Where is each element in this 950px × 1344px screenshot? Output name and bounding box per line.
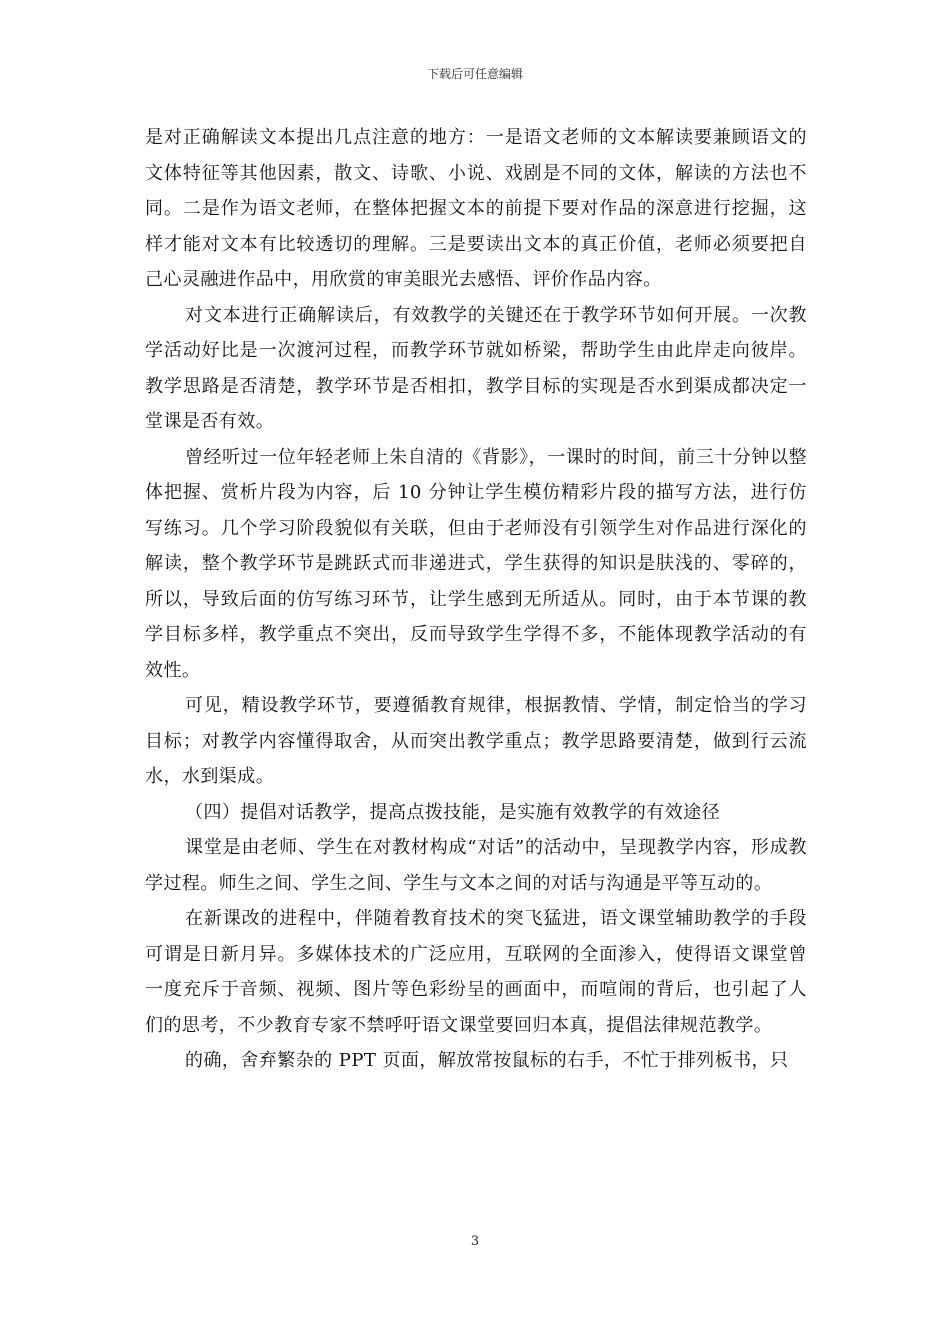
document-body xyxy=(145,120,807,1079)
paragraph: 在新课改的进程中，伴随着教育技术的突飞猛进，语文课堂辅助教学的手段可谓是日新月异。多媒体技术的广泛应用，互联网的全面渗入，使得语文课堂曾一度充斥于音频、视频、图片等色彩纷呈的画面中，而喧闹的背后，也引起了人们的思考，不少教育专家不禁呼吁语文课堂要回归本真，提倡法律规范教学。 xyxy=(145,908,807,1036)
paragraph-continued: 是对正确解读文本提出几点注意的地方：一是语文老师的文本解读要兼顾语文的文体特征等其他因素，散文、诗歌、小说、戏剧是不同的文体，解读的方法也不同。二是作为语文老师，在整体把握文本的前提下要对作品的深意进行挖掘，这样才能对文本有比较透切的理解。三是要读出文本的真正价值，老师必须要把自己心灵融进作品中，用欣赏的审美眼光去感悟、评价作品内容。 xyxy=(145,127,807,290)
page-header: 下载后可任意编辑 xyxy=(426,67,523,81)
paragraph: 对文本进行正确解读后，有效教学的关键还在于教学环节如何开展。一次教学活动好比是一次渡河过程，而教学环节就如桥梁，帮助学生由此岸走向彼岸。教学思路是否清楚，教学环节是否相扣，教学目标的实现是否水到渠成都决定一堂课是否有效。 xyxy=(145,304,807,432)
paragraph: 曾经听过一位年轻老师上朱自清的《背影》，一课时的时间，前三十分钟以整体把握、赏析片段为内容，后 10 分钟让学生模仿精彩片段的描写方法，进行仿写练习。几个学习阶段貌似有关联，但由于老师没有引领学生对作品进行深化的解读，整个教学环节是跳跃式而非递进式，学生获得的知识是肤浅的、零碎的，所以，导致后面的仿写练习环节，让学生感到无所适从。同时，由于本节课的教学目标多样，教学重点不突出，反而导致学生学得不多，不能体现教学活动的有效性。 xyxy=(145,446,807,681)
page-number: 3 xyxy=(470,1234,480,1249)
paragraph: 可见，精设教学环节，要遵循教育规律，根据教情、学情，制定恰当的学习目标；对教学内容懂得取舍，从而突出教学重点；教学思路要清楚，做到行云流水，水到渠成。 xyxy=(145,695,807,787)
paragraph: 的确，舍弃繁杂的 PPT 页面，解放常按鼠标的右手，不忙于排列板书，只 xyxy=(185,1050,789,1071)
paragraph: 课堂是由老师、学生在对教材构成“对话”的活动中，呈现教学内容，形成教学过程。师生之间、学生之间、学生与文本之间的对话与沟通是平等互动的。 xyxy=(145,837,807,894)
section-heading: （四）提倡对话教学，提高点拨技能，是实施有效教学的有效途径 xyxy=(185,801,721,823)
